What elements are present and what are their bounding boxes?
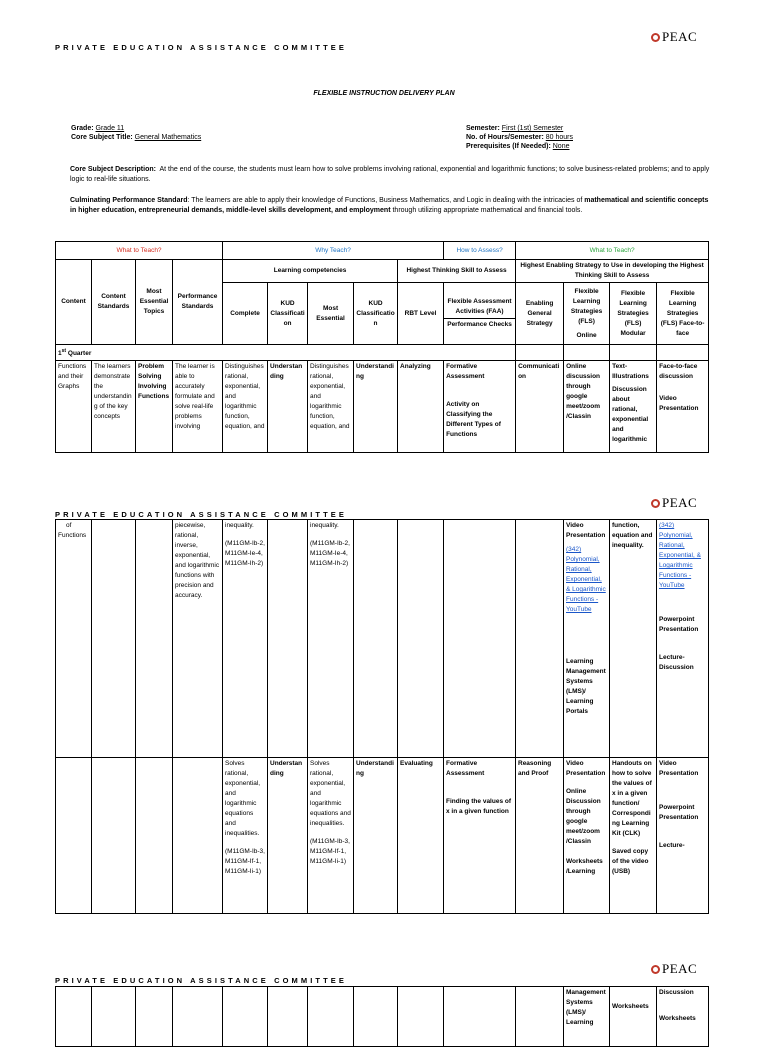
- what-to-teach-header-2: What to Teach?: [516, 242, 709, 260]
- prereq-line: Prerequisites (If Needed): None: [466, 143, 570, 150]
- org-header-page2: PRIVATE EDUCATION ASSISTANCE COMMITTEE: [55, 510, 347, 519]
- peac-logo-icon: [651, 965, 660, 974]
- cell-f2f: (342) Polynomial, Rational, Exponential, & Logarithmic Functions - YouTube Powerpoint Presentation Lecture-Discussion: [657, 520, 709, 758]
- col-enabling-strategy: Enabling General Strategy: [516, 283, 564, 345]
- cell-rbt: Evaluating: [398, 758, 444, 914]
- col-kud-2: KUD Classification: [354, 283, 398, 345]
- cell-complete: inequality. (M11GM-Ib-2, M11GM-Ie-4, M11GM-Ih-2): [223, 520, 268, 758]
- doc-title: FLEXIBLE INSTRUCTION DELIVERY PLAN: [313, 90, 455, 97]
- how-to-assess-header: How to Assess?: [444, 242, 516, 260]
- col-fls-online: Flexible Learning Strategies (FLS) Online: [564, 283, 610, 345]
- subject-line: Core Subject Title: General Mathematics: [71, 134, 202, 141]
- peac-logo-text: PEAC: [662, 29, 698, 44]
- col-content-standards: Content Standards: [92, 260, 136, 345]
- org-header: PRIVATE EDUCATION ASSISTANCE COMMITTEE: [55, 43, 347, 52]
- fidp-table-page1: [55, 241, 709, 453]
- what-to-teach-header: What to Teach?: [56, 242, 223, 260]
- table-row: [56, 758, 709, 914]
- learning-competencies-header: Learning competencies: [223, 260, 398, 283]
- cell-content: of Functions: [56, 520, 92, 758]
- cell-topics: Problem Solving Involving Functions: [136, 361, 173, 453]
- fidp-table-page2: [55, 519, 709, 914]
- table-row: [56, 987, 709, 1047]
- table-row: [56, 520, 709, 758]
- cell-online: Online discussion through google meet/zoom /Classin: [564, 361, 610, 453]
- col-rbt-level: RBT Level: [398, 283, 444, 345]
- cell-performance: The learner is able to accurately formulate and solve real-life problems involving: [173, 361, 223, 453]
- cell-content: Functions and their Graphs: [56, 361, 92, 453]
- cell-modular: Text-Illustrations Discussion about rational, exponential and logarithmic: [610, 361, 657, 453]
- why-teach-header: Why Teach?: [223, 242, 444, 260]
- col-most-essential: Most Essential: [308, 283, 354, 345]
- cell-enabling: Communication: [516, 361, 564, 453]
- col-fls-f2f: Flexible Learning Strategies (FLS) Face-to-face: [657, 283, 709, 345]
- quarter-label: 1st Quarter: [56, 345, 516, 361]
- grade-line: Grade: Grade 11: [71, 125, 125, 132]
- cell-most-essential: inequality. (M11GM-Ib-2, M11GM-Ie-4, M11GM-Ih-2): [308, 520, 354, 758]
- peac-logo-text: PEAC: [662, 495, 698, 510]
- col-kud-1: KUD Classification: [268, 283, 308, 345]
- cell-online: Management Systems (LMS)/ Learning: [564, 987, 610, 1047]
- cell-enabling: Reasoning and Proof: [516, 758, 564, 914]
- cell-complete: Solves rational, exponential, and logarithmic equations and inequalities. (M11GM-Ib-3, M11GM-If-1, M11GM-Ii-1): [223, 758, 268, 914]
- cell-kud-2: Understanding: [354, 361, 398, 453]
- col-faa: Flexible Assessment Activities (FAA) Performance Checks: [444, 283, 516, 345]
- cell-modular: Worksheets: [610, 987, 657, 1047]
- cell-faa: Formative Assessment Finding the values of x in a given function: [444, 758, 516, 914]
- cell-rbt: Analyzing: [398, 361, 444, 453]
- cell-faa: Formative Assessment Activity on Classifying the Different Types of Functions: [444, 361, 516, 453]
- highest-thinking-header: Highest Thinking Skill to Assess: [398, 260, 516, 283]
- table-row: [56, 361, 709, 453]
- cell-kud-2: Understanding: [354, 758, 398, 914]
- cell-modular: Handouts on how to solve the values of x in a given function/ Corresponding Learning Kit (CLK) Saved copy of the video (USB): [610, 758, 657, 914]
- peac-logo: [651, 30, 697, 44]
- cell-most-essential: Solves rational, exponential, and logarithmic equations and inequalities. (M11GM-Ib-3, M11GM-If-1, M11GM-Ii-1): [308, 758, 354, 914]
- cell-content-standards: The learners demonstrate the understanding of the key concepts: [92, 361, 136, 453]
- col-fls-modular: Flexible Learning Strategies (FLS) Modular: [610, 283, 657, 345]
- cell-f2f: Discussion Worksheets: [657, 987, 709, 1047]
- core-subject-description: Core Subject Description: At the end of the course, the students must learn how to solve problems involving rational, exponential and logarithmic functions; to solve business-related problems; and to apply logic to real-life situations.: [70, 166, 710, 183]
- peac-logo-icon: [651, 499, 660, 508]
- culminating-standard: Culminating Performance Standard: The learners are able to apply their knowledge of Functions, Business Mathematics, and Logic in dealing with the intricacies of mathematical and scientific concepts in higher education, entrepreneurial demands, middle-level skills development, and employment through utilizing appropriate mathematical and financial tools.: [70, 197, 709, 214]
- col-most-essential-topics: Most Essential Topics: [136, 260, 173, 345]
- cell-online: Video Presentation (342) Polynomial, Rational, Exponential, & Logarithmic Functions - YouTube Learning Management Systems (LMS)/ Learning Portals: [564, 520, 610, 758]
- cell-most-essential: Distinguishes rational, exponential, and logarithmic function, equation, and: [308, 361, 354, 453]
- peac-logo-text: PEAC: [662, 961, 698, 976]
- peac-logo-icon: [651, 33, 660, 42]
- col-performance-standards: Performance Standards: [173, 260, 223, 345]
- col-complete: Complete: [223, 283, 268, 345]
- cell-f2f: Video Presentation Powerpoint Presentation Lecture-: [657, 758, 709, 914]
- cell-f2f: Face-to-face discussion Video Presentation: [657, 361, 709, 453]
- cell-kud-1: Understanding: [268, 361, 308, 453]
- peac-logo-page3: [651, 962, 697, 976]
- youtube-link-f2f[interactable]: (342) Polynomial, Rational, Exponential, & Logarithmic Functions - YouTube: [659, 522, 701, 589]
- highest-enabling-header: Highest Enabling Strategy to Use in developing the Highest Thinking Skill to Assess: [516, 260, 709, 283]
- col-content: Content: [56, 260, 92, 345]
- cell-kud-1: Understanding: [268, 758, 308, 914]
- semester-line: Semester: First (1st) Semester: [466, 125, 564, 132]
- peac-logo-page2: [651, 496, 697, 510]
- cell-complete: Distinguishes rational, exponential, and logarithmic function, equation, and: [223, 361, 268, 453]
- fidp-table-page3: [55, 986, 709, 1047]
- cell-online: Video Presentation Online Discussion through google meet/zoom /Classin Worksheets /Learning: [564, 758, 610, 914]
- org-header-page3: PRIVATE EDUCATION ASSISTANCE COMMITTEE: [55, 976, 347, 985]
- hours-line: No. of Hours/Semester: 80 hours: [466, 134, 573, 141]
- cell-modular: function, equation and inequality.: [610, 520, 657, 758]
- cell-performance: piecewise, rational, inverse, exponential, and logarithmic functions with precision and accuracy.: [173, 520, 223, 758]
- youtube-link-online[interactable]: (342) Polynomial, Rational, Exponential, & Logarithmic Functions - YouTube: [566, 546, 606, 613]
